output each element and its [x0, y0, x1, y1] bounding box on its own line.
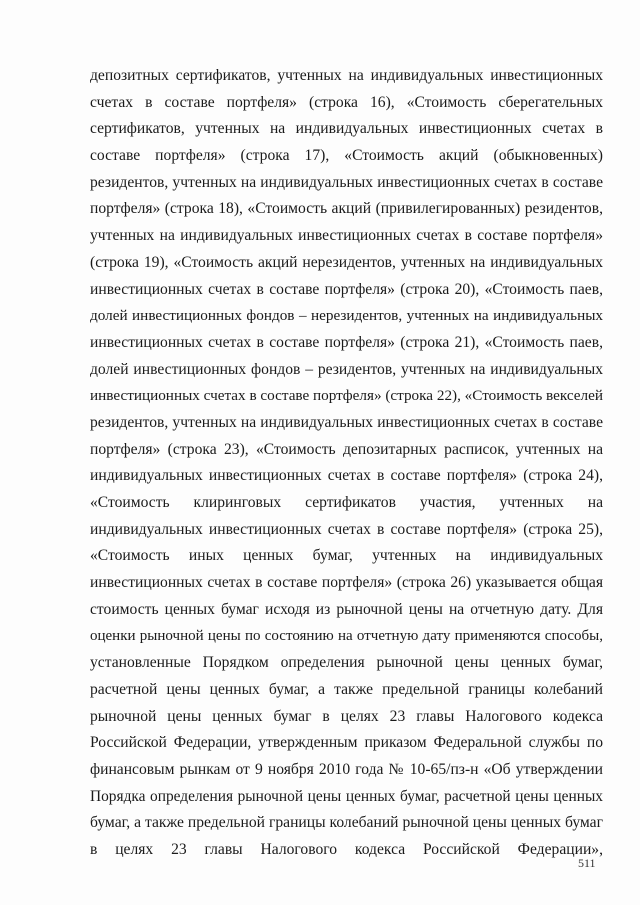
text-line: «Стоимость клиринговых сертификатов участия, учтенных на: [90, 494, 603, 511]
text-line: инвестиционных счетах в составе портфеля» (строка 26) указывается общая: [90, 574, 603, 592]
text-line: инвестиционных счетах в составе портфеля» (строка 21), «Стоимость паев,: [90, 333, 603, 351]
text-line: резидентов, учтенных на индивидуальных инвестиционных счетах в составе: [90, 173, 603, 191]
text-line: инвестиционных счетах в составе портфеля» (строка 22), «Стоимость векселей: [90, 387, 603, 405]
text-line: инвестиционных счетах в составе портфеля» (строка 20), «Стоимость паев,: [90, 280, 603, 298]
text-line: стоимость ценных бумаг исходя из рыночной цены на отчетную дату. Для: [90, 600, 603, 618]
text-line: финансовым рынкам от 9 ноября 2010 года № 10-65/пз-н «Об утверждении: [90, 760, 603, 778]
text-line: индивидуальных инвестиционных счетах в составе портфеля» (строка 24),: [90, 467, 603, 485]
text-line: (строка 19), «Стоимость акций нерезидентов, учтенных на индивидуальных: [90, 253, 603, 271]
text-line: составе портфеля» (строка 17), «Стоимость акций (обыкновенных): [90, 147, 603, 165]
text-line: «Стоимость иных ценных бумаг, учтенных на индивидуальных: [90, 547, 603, 565]
text-line: установленные Порядком определения рыночной цены ценных бумаг,: [90, 654, 603, 672]
text-line: сертификатов, учтенных на индивидуальных инвестиционных счетах в: [90, 120, 603, 138]
body-text: [90, 63, 603, 864]
text-line: портфеля» (строка 23), «Стоимость депозитарных расписок, учтенных на: [90, 440, 603, 458]
text-line: индивидуальных инвестиционных счетах в составе портфеля» (строка 25),: [90, 520, 603, 538]
text-line: долей инвестиционных фондов – нерезидентов, учтенных на индивидуальных: [90, 307, 603, 325]
text-line: депозитных сертификатов, учтенных на индивидуальных инвестиционных: [90, 67, 603, 84]
text-line: оценки рыночной цены по состоянию на отчетную дату применяются способы,: [90, 628, 603, 645]
text-line: Российской Федерации, утвержденным приказом Федеральной службы по: [90, 734, 603, 752]
text-line: бумаг, а также предельной границы колебаний рыночной цены ценных бумаг: [90, 814, 603, 832]
text-line: рыночной цены ценных бумаг в целях 23 главы Налогового кодекса: [90, 707, 603, 725]
text-line: долей инвестиционных фондов – резидентов, учтенных на индивидуальных: [90, 360, 603, 378]
text-line: счетах в составе портфеля» (строка 16), «Стоимость сберегательных: [90, 93, 603, 111]
text-line: учтенных на индивидуальных инвестиционных счетах в составе портфеля»: [90, 227, 603, 245]
text-line: портфеля» (строка 18), «Стоимость акций (привилегированных) резидентов,: [90, 200, 603, 218]
text-line: в целях 23 главы Налогового кодекса Российской Федерации»,: [90, 840, 603, 858]
page-number: 511: [578, 856, 596, 870]
text-line: расчетной цены ценных бумаг, а также предельной границы колебаний: [90, 680, 603, 698]
text-line: Порядка определения рыночной цены ценных бумаг, расчетной цены ценных: [90, 787, 603, 805]
text-line: резидентов, учтенных на индивидуальных инвестиционных счетах в составе: [90, 413, 603, 431]
